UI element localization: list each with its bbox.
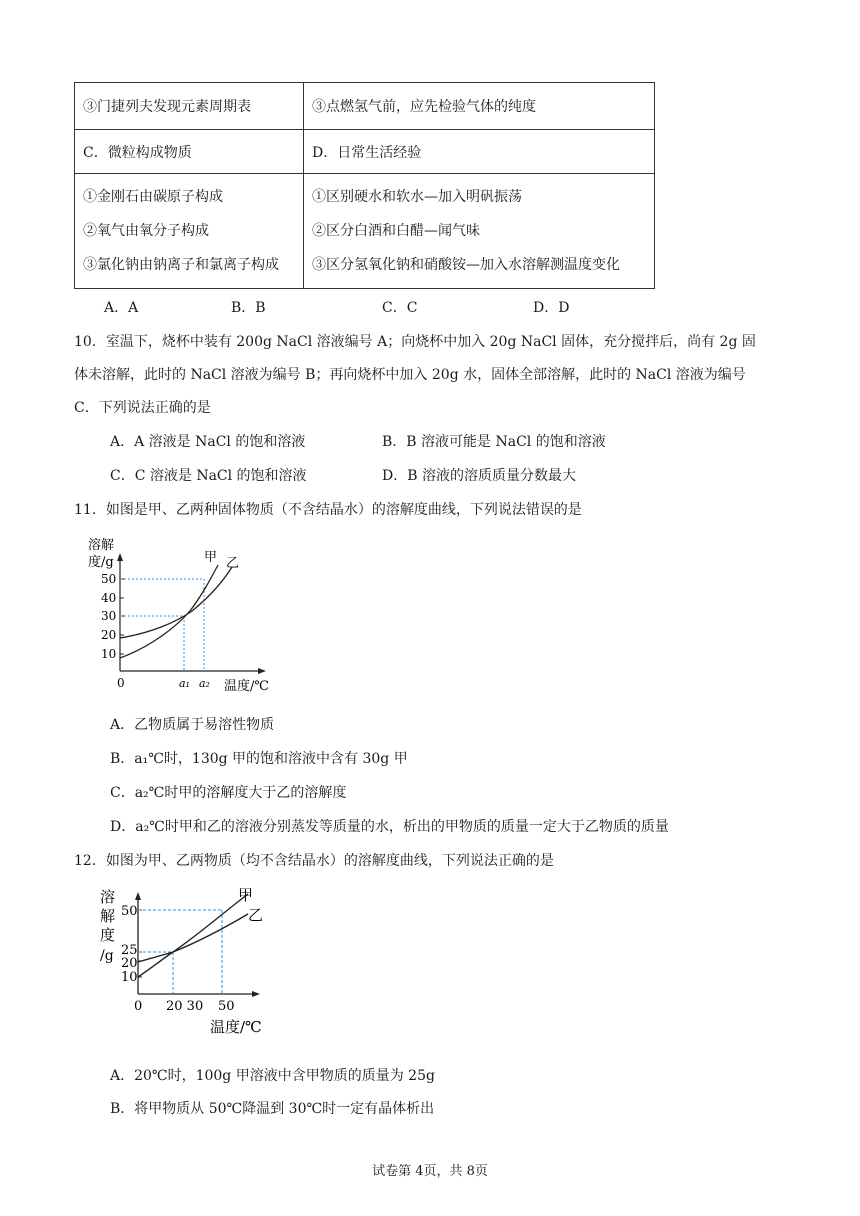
q9-option-c[interactable]: C．C — [382, 300, 418, 316]
y-tick-label: 30 — [101, 609, 117, 623]
cell-line: ②氧气由氧分子构成 — [83, 223, 209, 239]
y-tick-label: 10 — [121, 970, 138, 985]
y-axis-arrow — [117, 553, 123, 561]
y-tick-label: 20 — [121, 956, 138, 971]
q11-option-a[interactable]: A．乙物质属于易溶性物质 — [110, 717, 275, 733]
x-tick-label: 50 — [218, 999, 235, 1014]
table-cell: C．微粒构成物质 — [75, 130, 304, 174]
x-axis-label: 温度/℃ — [210, 1018, 262, 1036]
x-tick-label: 20 30 — [166, 999, 204, 1014]
y-tick-label: 25 — [121, 943, 138, 958]
q12-option-b[interactable]: B．将甲物质从 50℃降温到 30℃时一定有晶体析出 — [110, 1101, 435, 1117]
y-tick-label: 50 — [121, 904, 138, 919]
q11-option-b[interactable]: B．a₁℃时，130g 甲的饱和溶液中含有 30g 甲 — [110, 751, 408, 767]
q9-option-a[interactable]: A．A — [104, 300, 139, 316]
q11-option-c[interactable]: C．a₂℃时甲的溶解度大于乙的溶解度 — [110, 785, 347, 801]
q12-option-a[interactable]: A．20℃时，100g 甲溶液中含甲物质的质量为 25g — [110, 1068, 435, 1084]
q10-option-d[interactable]: D．B 溶液的溶质质量分数最大 — [382, 468, 576, 484]
table-row — [75, 174, 655, 289]
x-tick-label: a₂ — [199, 677, 210, 690]
y-axis-label: 溶解 — [88, 538, 115, 553]
y-axis-label: 解 — [100, 907, 116, 925]
q11-solubility-chart — [80, 535, 280, 695]
y-axis-label: 溶 — [100, 888, 116, 906]
y-axis-label: 度 — [100, 926, 116, 944]
series-label-yi: 乙 — [226, 556, 240, 571]
y-axis-label: /g — [100, 948, 114, 964]
q9-option-b[interactable]: B．B — [231, 300, 266, 316]
series-label-jia: 甲 — [204, 550, 218, 565]
q10-stem-line-3: C．下列说法正确的是 — [74, 400, 211, 416]
series-yi-curve — [120, 567, 232, 638]
q12-stem: 12．如图为甲、乙两物质（均不含结晶水）的溶解度曲线，下列说法正确的是 — [74, 853, 554, 869]
comparison-table — [74, 82, 655, 289]
y-tick-label: 20 — [101, 628, 117, 642]
y-tick-label: 40 — [101, 591, 117, 605]
table-row — [75, 83, 655, 130]
table-cell — [75, 174, 304, 289]
q10-option-a[interactable]: A．A 溶液是 NaCl 的饱和溶液 — [110, 434, 306, 450]
table-cell: D．日常生活经验 — [304, 130, 655, 174]
q10-option-b[interactable]: B．B 溶液可能是 NaCl 的饱和溶液 — [382, 434, 606, 450]
origin-label: 0 — [117, 676, 125, 690]
x-axis-label: 温度/℃ — [224, 679, 269, 694]
q11-stem: 11．如图是甲、乙两种固体物质（不含结晶水）的溶解度曲线，下列说法错误的是 — [74, 502, 582, 518]
cell-line: ③氯化钠由钠离子和氯离子构成 — [83, 257, 279, 273]
y-tick-label: 10 — [101, 647, 117, 661]
x-tick-label: 0 — [134, 999, 143, 1014]
cell-line: ①区别硬水和软水—加入明矾振荡 — [312, 189, 522, 205]
series-label-jia: 甲 — [238, 886, 254, 904]
table-cell — [304, 174, 655, 289]
x-axis-arrow — [252, 991, 260, 997]
q12-solubility-chart — [88, 880, 278, 1040]
cell-line: ②区分白酒和白醋—闻气味 — [312, 223, 480, 239]
x-tick-label: a₁ — [179, 677, 190, 690]
table-cell: ③点燃氢气前，应先检验气体的纯度 — [304, 83, 655, 130]
q9-option-d[interactable]: D．D — [533, 300, 570, 316]
q10-stem-line-2: 体未溶解，此时的 NaCl 溶液为编号 B；再向烧杯中加入 20g 水，固体全部溶解，此时的 NaCl 溶液为编号 — [74, 367, 746, 383]
series-jia-curve — [138, 894, 248, 977]
table-row — [75, 130, 655, 174]
y-axis-label: 度/g — [88, 555, 114, 570]
cell-line: ①金刚石由碳原子构成 — [83, 189, 223, 205]
q11-option-d[interactable]: D．a₂℃时甲和乙的溶液分别蒸发等质量的水，析出的甲物质的质量一定大于乙物质的质量 — [110, 819, 669, 835]
cell-line: ③区分氢氧化钠和硝酸铵—加入水溶解测温度变化 — [312, 257, 620, 273]
table-cell: ③门捷列夫发现元素周期表 — [75, 83, 304, 130]
q10-stem-line-1: 10．室温下，烧杯中装有 200g NaCl 溶液编号 A；向烧杯中加入 20g NaCl 固体，充分搅拌后，尚有 2g 固 — [74, 334, 756, 350]
q10-option-c[interactable]: C．C 溶液是 NaCl 的饱和溶液 — [110, 468, 307, 484]
y-tick-label: 50 — [101, 572, 117, 586]
page-footer: 试卷第 4页，共 8页 — [372, 1164, 488, 1179]
series-label-yi: 乙 — [248, 906, 264, 924]
y-axis-arrow — [135, 892, 141, 900]
x-axis-arrow — [258, 668, 266, 674]
